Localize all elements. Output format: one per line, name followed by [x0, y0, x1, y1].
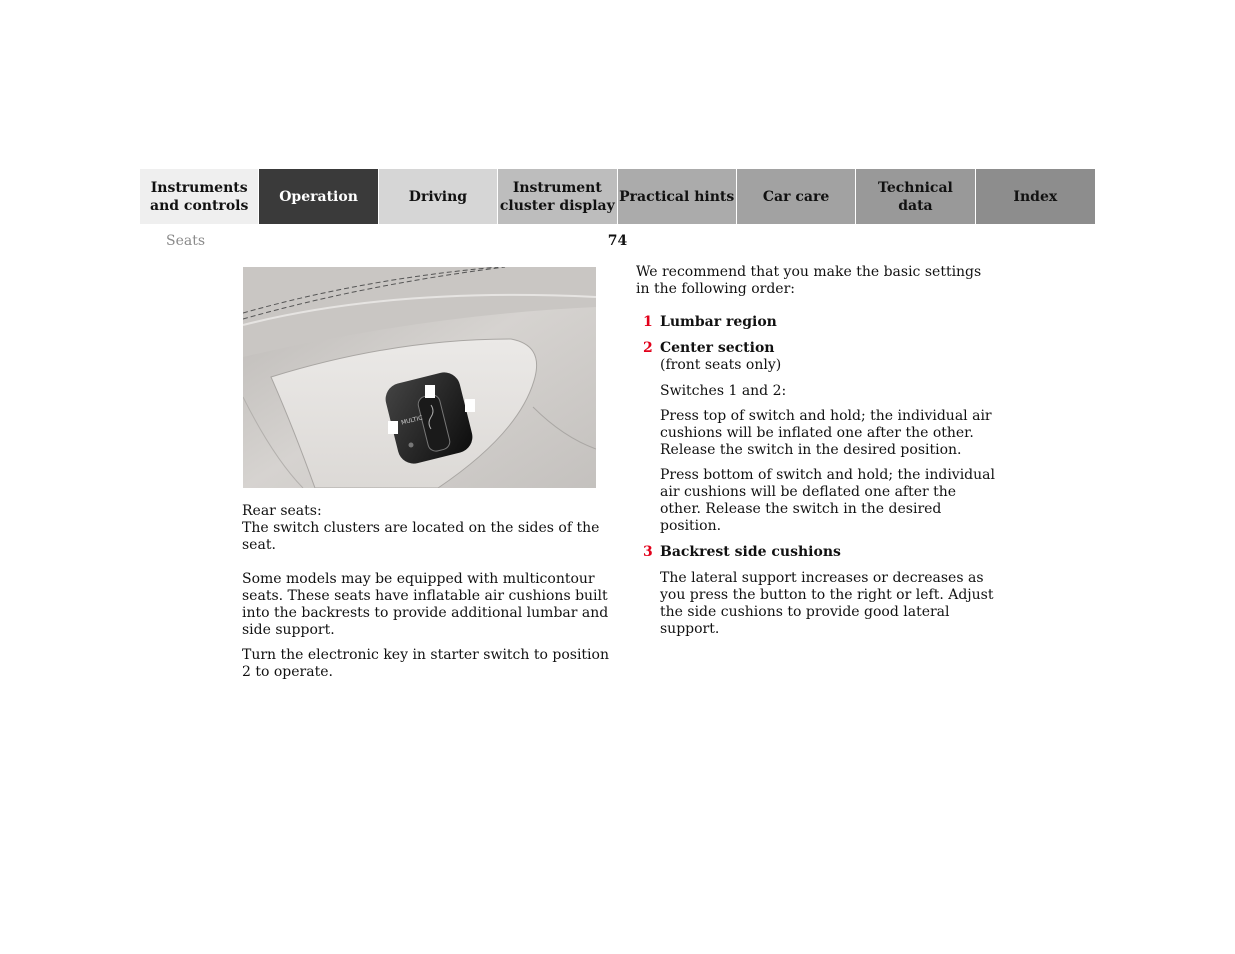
tab-index[interactable]: Index [976, 169, 1095, 224]
list-item [636, 340, 996, 374]
multicontour-paragraph: Some models may be equipped with multicontour seats. These seats have inflatable air cushions built into the backrests to provide additional lumbar and side support. [242, 571, 609, 638]
list-item [636, 314, 996, 331]
tab-driving[interactable]: Driving [379, 169, 498, 224]
tab-instruments-and-controls[interactable]: Instruments and controls [140, 169, 259, 224]
rear-seats-text: The switch clusters are located on the sides of the seat. [242, 520, 600, 553]
list-item [636, 544, 996, 561]
section-title: Seats [166, 233, 206, 249]
tab-instrument-cluster-display[interactable]: Instrument cluster display [498, 169, 617, 224]
switch-label: MULTIC [400, 414, 424, 427]
item-number: 3 [643, 544, 653, 560]
callout-marker-2 [465, 399, 475, 412]
callout-marker-1 [425, 385, 435, 398]
tab-car-care[interactable]: Car care [737, 169, 856, 224]
item-title: Backrest side cushions [660, 544, 841, 560]
key-position-paragraph: Turn the electronic key in starter switch to position 2 to operate. [242, 647, 609, 680]
item-number: 2 [643, 340, 653, 356]
switches-label: Switches 1 and 2: [660, 383, 787, 399]
rear-seats-heading: Rear seats: [242, 503, 322, 519]
seat-switch-illustration [243, 267, 596, 488]
item-title: Lumbar region [660, 314, 777, 330]
press-top-paragraph: Press top of switch and hold; the individual air cushions will be inflated one after the other. Release the switch in the desired position. [660, 408, 992, 458]
left-column [242, 503, 612, 681]
tab-technical-data[interactable]: Technical data [856, 169, 975, 224]
item-subtitle: (front seats only) [660, 357, 782, 373]
tab-practical-hints[interactable]: Practical hints [618, 169, 737, 224]
chapter-nav [140, 169, 1095, 224]
callout-marker-3 [388, 421, 398, 434]
page-number: 74 [607, 233, 628, 249]
lateral-support-paragraph: The lateral support increases or decreases as you press the button to the right or left. Adjust the side cushions to provide good lateral support. [660, 570, 994, 637]
item-title: Center section [660, 340, 775, 356]
press-bottom-paragraph: Press bottom of switch and hold; the individual air cushions will be deflated one after the other. Release the switch in the desired position. [660, 467, 995, 534]
intro-paragraph: We recommend that you make the basic settings in the following order: [636, 264, 982, 297]
item-number: 1 [643, 314, 653, 330]
right-column [636, 264, 996, 638]
tab-operation[interactable]: Operation [259, 169, 378, 224]
